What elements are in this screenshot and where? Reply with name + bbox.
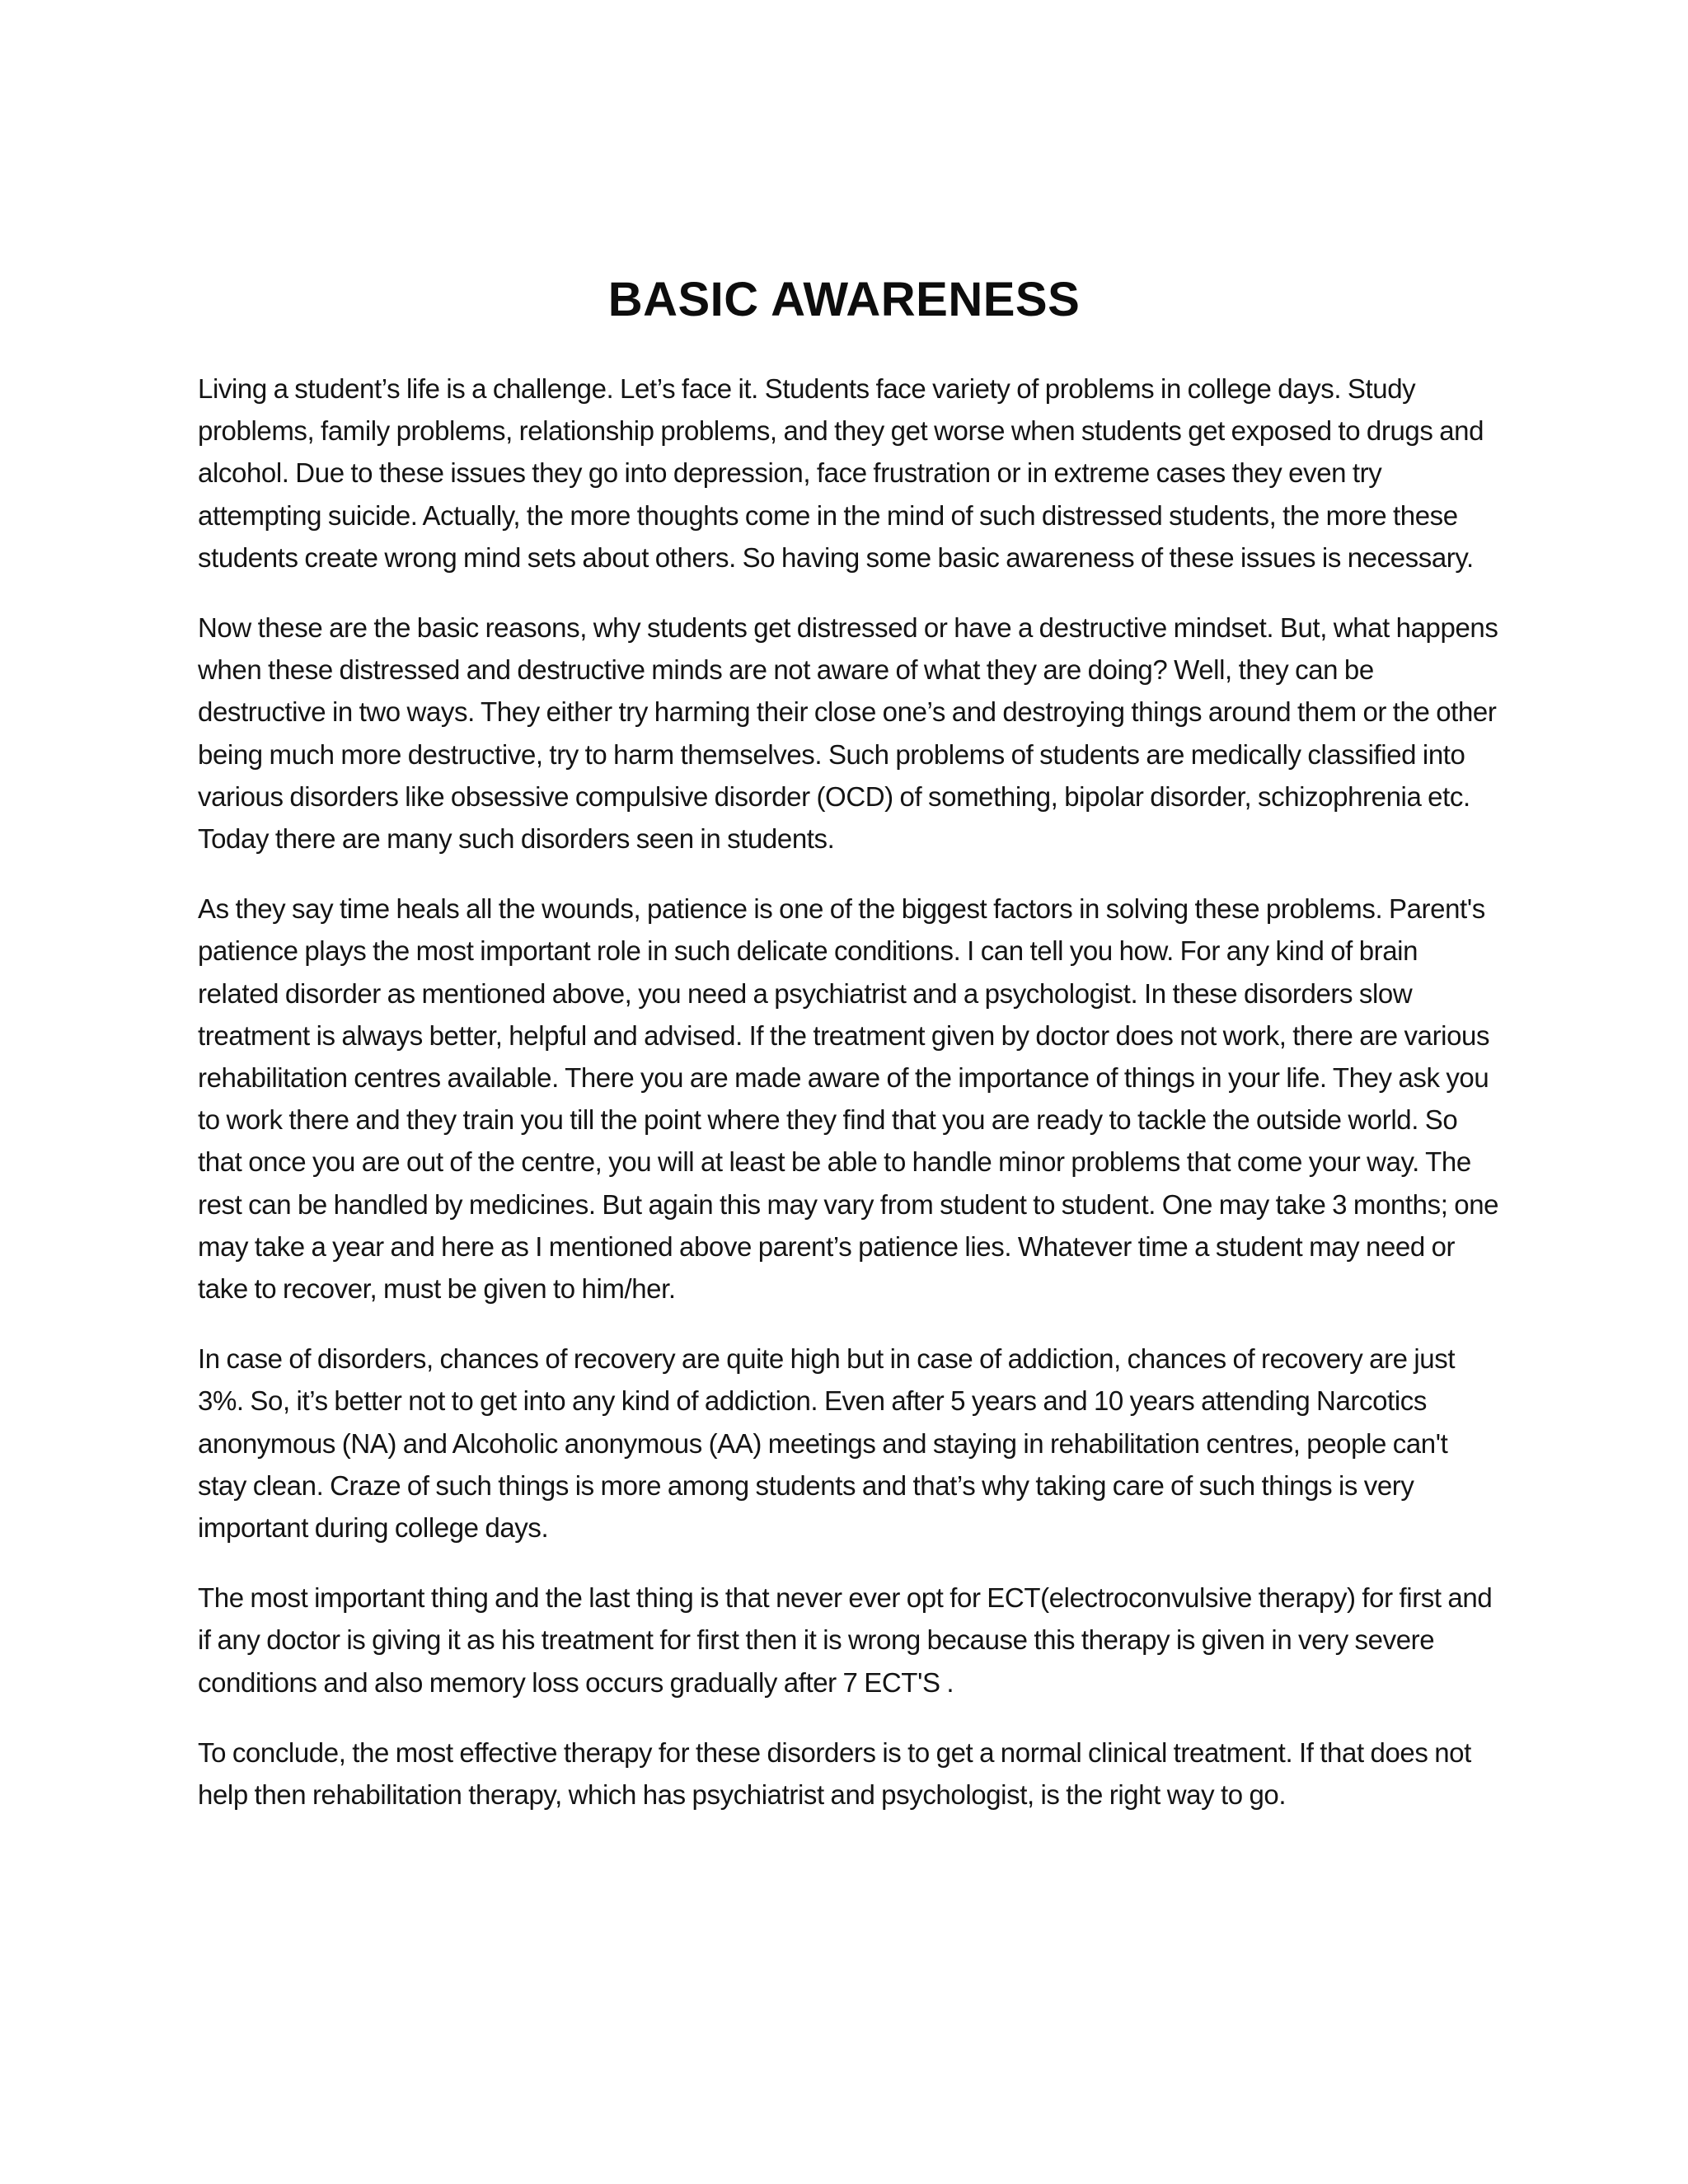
paragraph-conclusion: To conclude, the most effective therapy for these disorders is to get a normal clinical treatment. If that does not help then rehabilitation therapy, which has psychiatrist and psychologist, is the right way to go. (198, 1736, 1471, 1811)
paragraph-intro: Living a student’s life is a challenge. Let’s face it. Students face variety of problems in college days. Study problems, family problems, relationship problems, and they get worse when students get exposed to drugs and alcohol. Due to these issues they go into depression, face frustration or in extreme cases they even try attempting suicide. Actually, the more thoughts come in the mind of such distressed students, the more these students create wrong mind sets about others. So having some basic awareness of these issues is necessary. (198, 373, 1484, 573)
document-title: BASIC AWARENESS (607, 273, 1081, 326)
paragraph-addiction: In case of disorders, chances of recovery are quite high but in case of addiction, chances of recovery are just 3%. So, it’s better not to get into any kind of addiction. Even after 5 years and 10 years attending Narcotics anonymous (NA) and Alcoholic anonymous (AA) meetings and staying in rehabilitation centres, people can't stay clean. Craze of such things is more among students and that’s why taking care of such things is very important during college days. (198, 1343, 1456, 1544)
paragraph-ect: The most important thing and the last thing is that never ever opt for ECT(electroconvulsive therapy) for first and if any doctor is giving it as his treatment for first then it is wrong because this therapy is given in very severe conditions and also memory loss occurs gradually after 7 ECT'S . (198, 1582, 1493, 1698)
paragraph-patience: As they say time heals all the wounds, patience is one of the biggest factors in solving these problems. Parent's patience plays the most important role in such delicate conditions. I can tell you how. For any kind of brain related disorder as mentioned above, you need a psychiatrist and a psychologist. In these disorders slow treatment is always better, helpful and advised. If the treatment given by doctor does not work, there are various rehabilitation centres available. There you are made aware of the importance of things in your life. They ask you to work there and they train you till the point where they find that you are ready to tackle the outside world. So that once you are out of the centre, you will at least be able to handle minor problems that come your way. The rest can be handled by medicines. But again this may vary from student to student. One may take 3 months; one may take a year and here as I mentioned above parent’s patience lies. Whatever time a student may need or take to recover, must be given to him/her. (198, 893, 1499, 1305)
document-body (198, 368, 1502, 1844)
paragraph-reasons: Now these are the basic reasons, why students get distressed or have a destructive mindset. But, what happens when these distressed and destructive minds are not aware of what they are doing? Well, they can be destructive in two ways. They either try harming their close one’s and destroying things around them or the other being much more destructive, try to harm themselves. Such problems of students are medically classified into various disorders like obsessive compulsive disorder (OCD) of something, bipolar disorder, schizophrenia etc. Today there are many such disorders seen in students. (198, 612, 1498, 855)
